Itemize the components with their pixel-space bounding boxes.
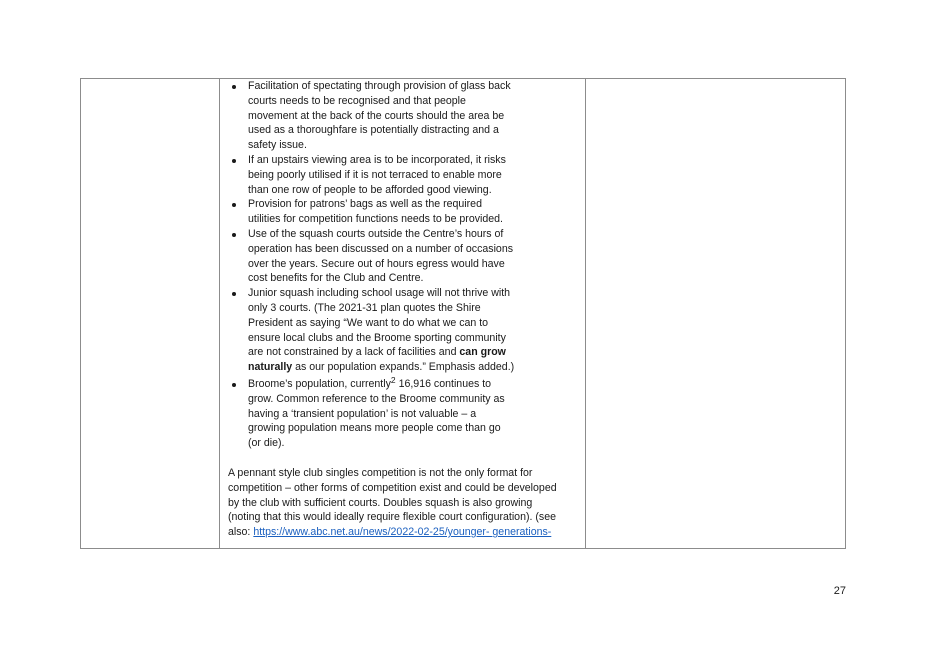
text-run: also:	[228, 526, 254, 539]
column-divider-left	[219, 79, 220, 548]
text-line: Provision for patrons’ bags as well as the required	[248, 198, 482, 211]
text-line: than one row of people to be afforded good viewing.	[248, 183, 492, 196]
bullet-item-broome-population	[228, 374, 588, 451]
bullet-list	[228, 79, 588, 451]
bold-emphasis: can grow	[459, 346, 506, 359]
text-line: by the club with sufficient courts. Doubles squash is also growing	[228, 496, 533, 509]
text-line	[228, 525, 588, 540]
text-run: as our population expands.” Emphasis added.)	[292, 361, 515, 374]
text-line: grow. Common reference to the Broome community as	[248, 392, 505, 405]
text-line: Use of the squash courts outside the Centre’s hours of	[248, 227, 504, 240]
text-line: cost benefits for the Club and Centre.	[248, 272, 424, 285]
text-line: over the years. Secure out of hours egress would have	[248, 257, 505, 270]
text-line	[248, 374, 588, 392]
text-line	[248, 360, 588, 375]
middle-cell-content	[228, 79, 588, 540]
page-number: 27	[833, 585, 846, 597]
text-line: (noting that this would ideally require flexible court configuration). (see	[228, 511, 556, 524]
text-line: A pennant style club singles competition is not the only format for	[228, 466, 533, 479]
text-line: ensure local clubs and the Broome sporting community	[248, 331, 506, 344]
bullet-item-upstairs-viewing	[228, 153, 588, 197]
text-run: 16,916 continues to	[395, 377, 492, 390]
bullet-item-patrons-bags	[228, 197, 588, 227]
bullet-item-junior-squash	[228, 286, 588, 375]
text-line: Facilitation of spectating through provision of glass back	[248, 80, 511, 92]
text-line: competition – other forms of competition exist and could be developed	[228, 481, 557, 494]
content-table	[80, 78, 846, 549]
text-line	[248, 345, 588, 360]
text-line: courts needs to be recognised and that people	[248, 94, 466, 107]
bullet-item-glass-courts	[228, 79, 588, 153]
text-line: movement at the back of the courts should the area be	[248, 109, 505, 122]
text-line: only 3 courts. (The 2021-31 plan quotes the Shire	[248, 301, 481, 314]
text-line: being poorly utilised if it is not terraced to enable more	[248, 168, 502, 181]
text-line: operation has been discussed on a number of occasions	[248, 242, 514, 255]
bold-emphasis: naturally	[248, 361, 293, 374]
text-run: are not constrained by a lack of facilities and	[248, 346, 460, 359]
footnote-reference[interactable]: 2	[390, 374, 396, 385]
text-line: used as a thoroughfare is potentially distracting and a	[248, 124, 499, 137]
text-line: President as saying “We want to do what we can to	[248, 316, 489, 329]
text-line: If an upstairs viewing area is to be incorporated, it risks	[248, 153, 506, 166]
competition-paragraph	[228, 466, 588, 540]
text-line: (or die).	[248, 437, 285, 450]
text-line: utilities for competition functions needs to be provided.	[248, 213, 503, 226]
text-line: Junior squash including school usage will not thrive with	[248, 287, 511, 300]
text-run: Broome’s population, currently	[248, 377, 391, 390]
bullet-item-out-of-hours	[228, 227, 588, 286]
text-line: growing population means more people come than go	[248, 422, 501, 435]
text-line: safety issue.	[248, 139, 307, 152]
abc-news-link[interactable]: https://www.abc.net.au/news/2022-02-25/younger- generations-	[253, 526, 552, 539]
text-line: having a ‘transient population’ is not valuable – a	[248, 407, 477, 420]
